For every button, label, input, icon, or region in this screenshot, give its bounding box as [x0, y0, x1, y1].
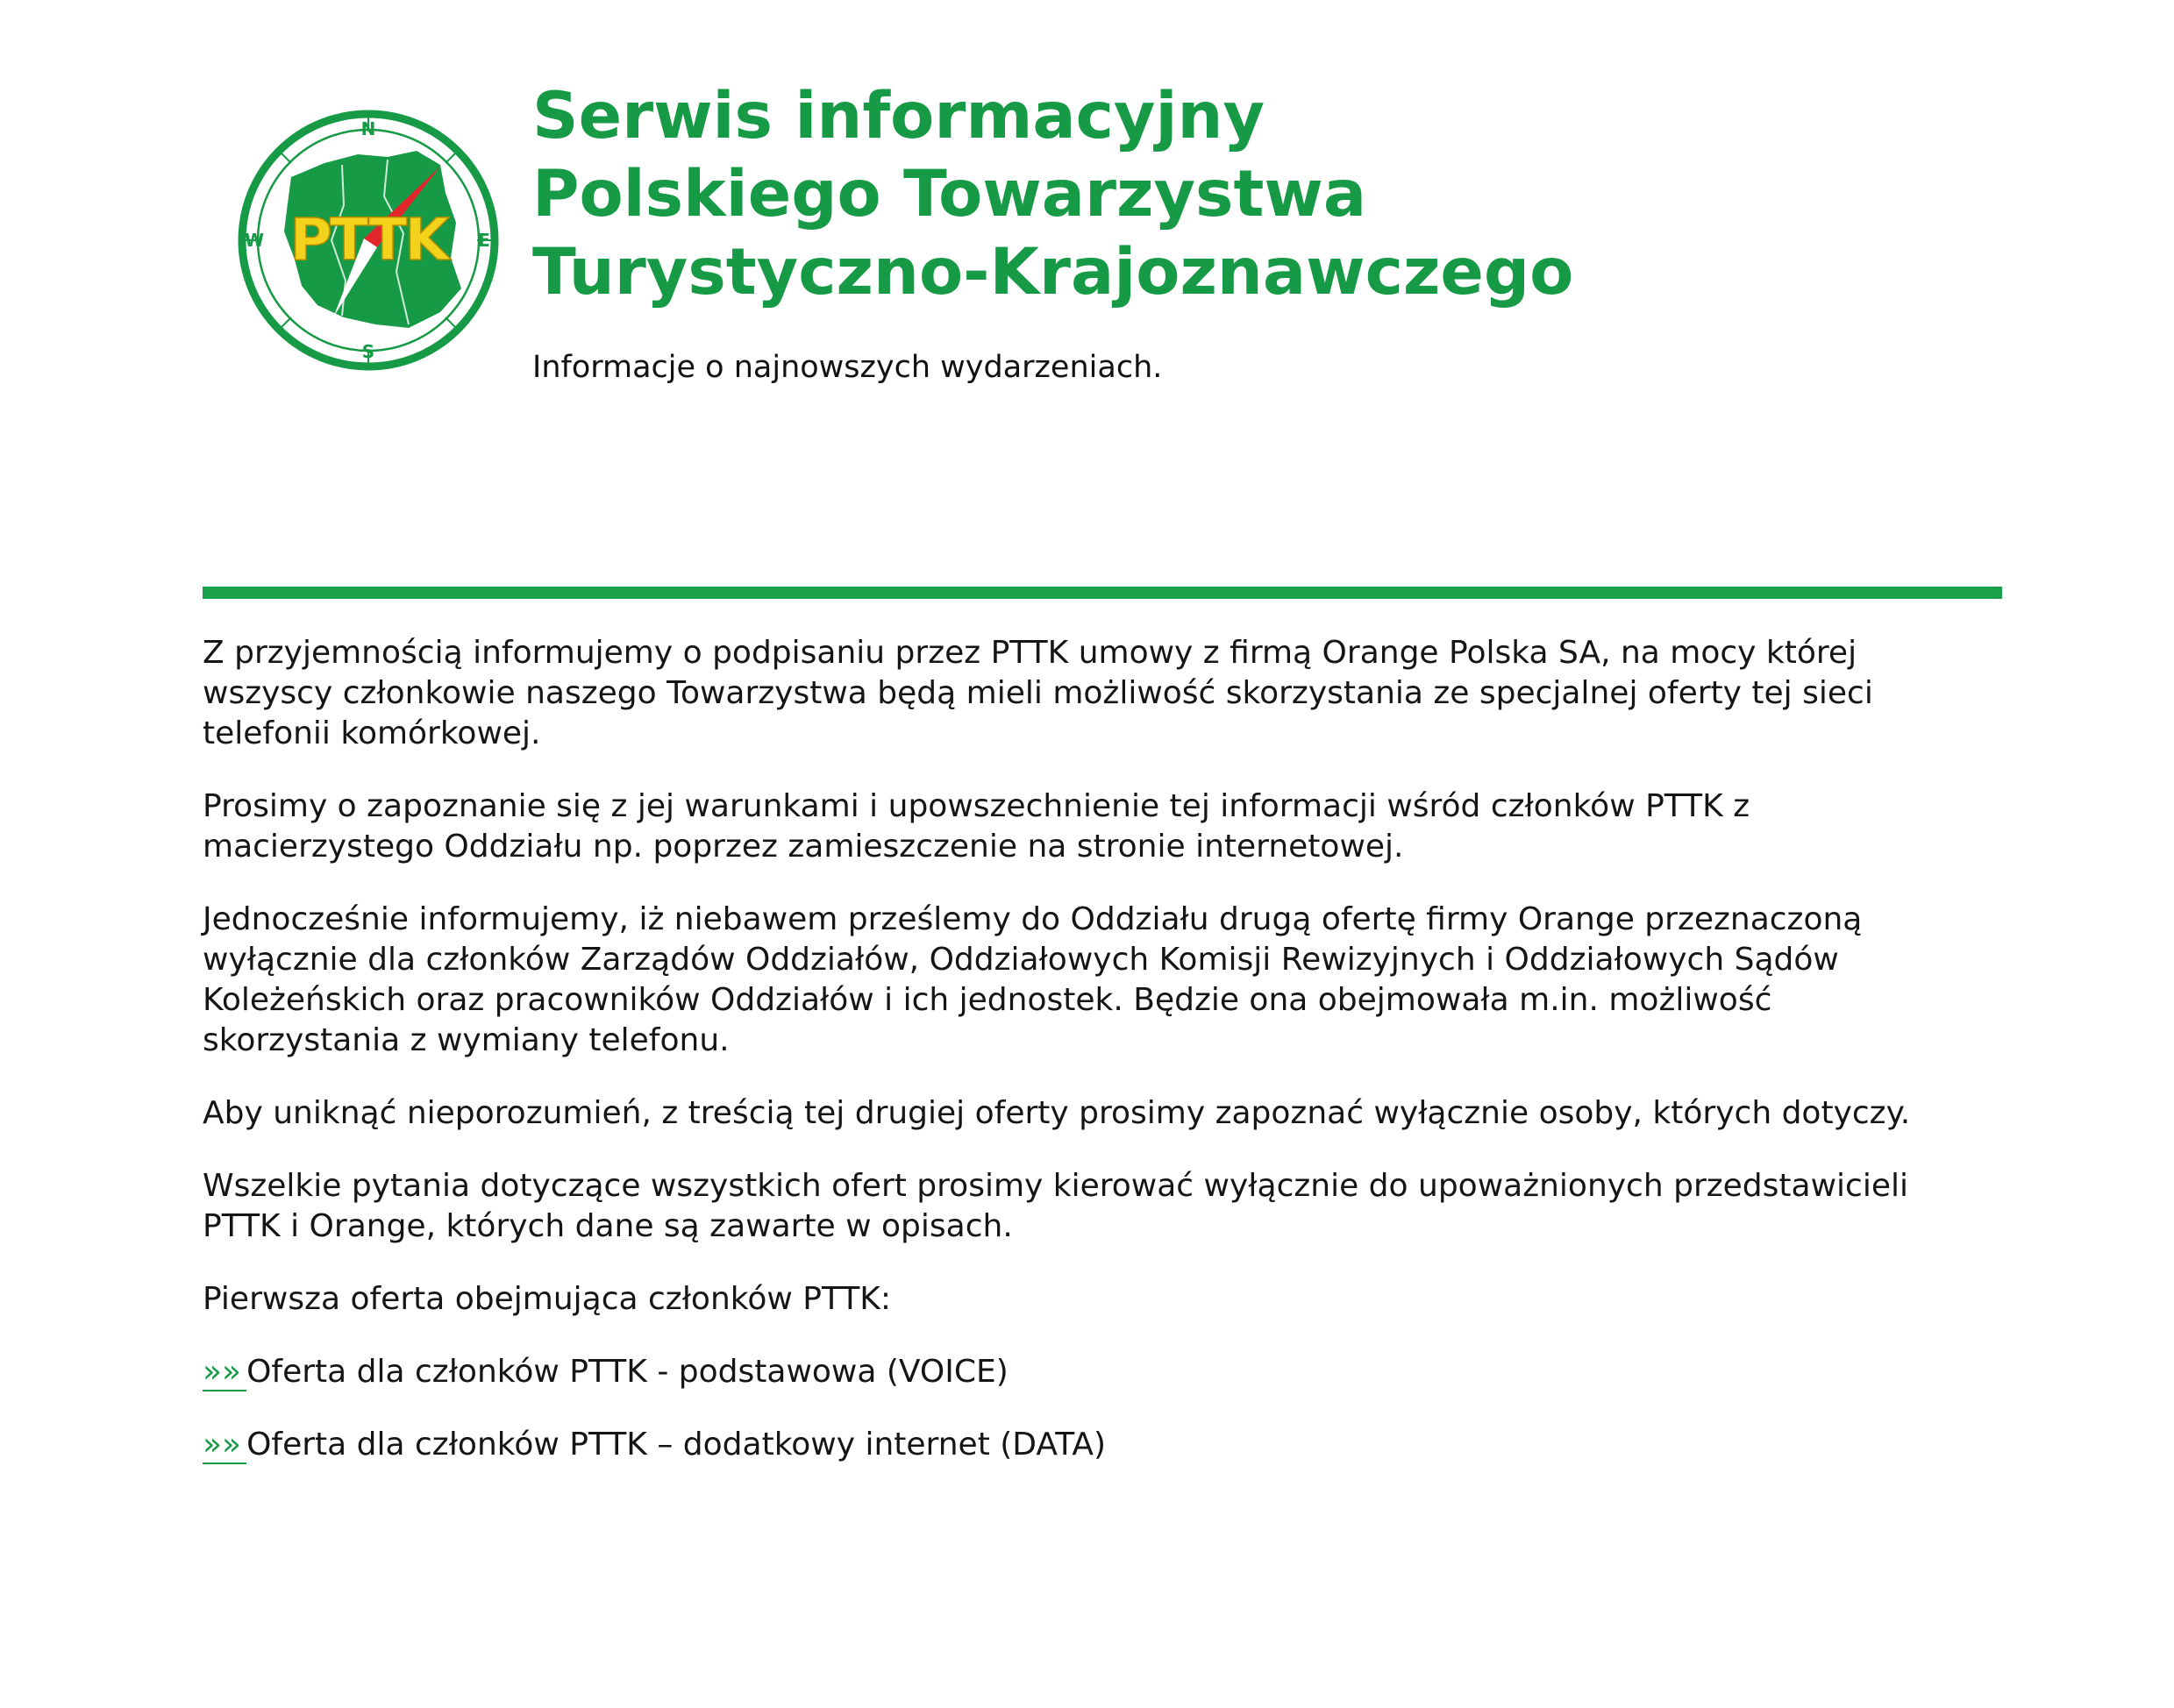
compass-w-label: W	[244, 230, 265, 251]
paragraph-second-offer	[203, 900, 2009, 1061]
text-line: Wszelkie pytania dotyczące wszystkich ofert prosimy kierować wyłącznie do upoważnionych przedstawicieli	[203, 1168, 1908, 1204]
link-arrow-icon[interactable]: »»	[203, 1354, 246, 1391]
paragraph-offer-intro	[203, 1279, 2009, 1320]
title-line-2: Polskiego Towarzystwa	[532, 157, 1367, 231]
paragraph-intro	[203, 633, 2009, 754]
offer-voice-label[interactable]: Oferta dla członków PTTK - podstawowa (VOICE)	[246, 1354, 1009, 1390]
compass-s-label: S	[361, 341, 375, 362]
text-line: Prosimy o zapoznanie się z jej warunkami i upowszechnienie tej informacji wśród członków PTTK z	[203, 788, 1750, 824]
text-line: PTTK i Orange, których dane są zawarte w opisach.	[203, 1208, 1013, 1244]
text-line: wyłącznie dla członków Zarządów Oddziałów, Oddziałowych Komisji Rewizyjnych i Oddziałowych Sądów	[203, 942, 1839, 978]
offer-voice-link[interactable]	[203, 1352, 2009, 1392]
offer-data-label[interactable]: Oferta dla członków PTTK – dodatkowy internet (DATA)	[246, 1427, 1107, 1462]
logo-text: PTTK	[289, 206, 447, 274]
title-line-3: Turystyczno-Krajoznawczego	[532, 235, 1574, 310]
text-line: Koleżeńskich oraz pracowników Oddziałów i ich jednostek. Będzie ona obejmowała m.in. możliwość	[203, 982, 1772, 1018]
paragraph-request	[203, 786, 2009, 867]
header-divider	[203, 587, 2002, 599]
text-line: telefonii komórkowej.	[203, 715, 541, 751]
link-arrow-icon[interactable]: »»	[203, 1427, 246, 1464]
text-line: Jednocześnie informujemy, iż niebawem prześlemy do Oddziału drugą ofertę firmy Orange przeznaczoną	[203, 901, 1863, 937]
paragraph-notice	[203, 1093, 2009, 1134]
offer-data-link[interactable]	[203, 1425, 2009, 1465]
article-body	[203, 633, 2009, 1498]
page-title	[532, 77, 1573, 311]
text-line: Pierwsza oferta obejmująca członków PTTK:	[203, 1281, 892, 1317]
compass-n-label: N	[360, 118, 376, 139]
compass-e-label: E	[478, 230, 490, 251]
text-line: wszyscy członkowie naszego Towarzystwa będą mieli możliwość skorzystania ze specjalnej oferty tej sieci	[203, 675, 1873, 711]
page-subtitle: Informacje o najnowszych wydarzeniach.	[532, 350, 1163, 385]
text-line: Aby uniknąć nieporozumień, z treścią tej drugiej oferty prosimy zapoznać wyłącznie osoby, których dotyczy.	[203, 1095, 1911, 1131]
text-line: Z przyjemnością informujemy o podpisaniu przez PTTK umowy z firmą Orange Polska SA, na mocy której	[203, 635, 1857, 671]
text-line: skorzystania z wymiany telefonu.	[203, 1022, 730, 1058]
text-line: macierzystego Oddziału np. poprzez zamieszczenie na stronie internetowej.	[203, 829, 1404, 865]
paragraph-questions	[203, 1166, 2009, 1247]
pttk-logo	[237, 109, 500, 372]
title-line-1: Serwis informacyjny	[532, 79, 1265, 153]
